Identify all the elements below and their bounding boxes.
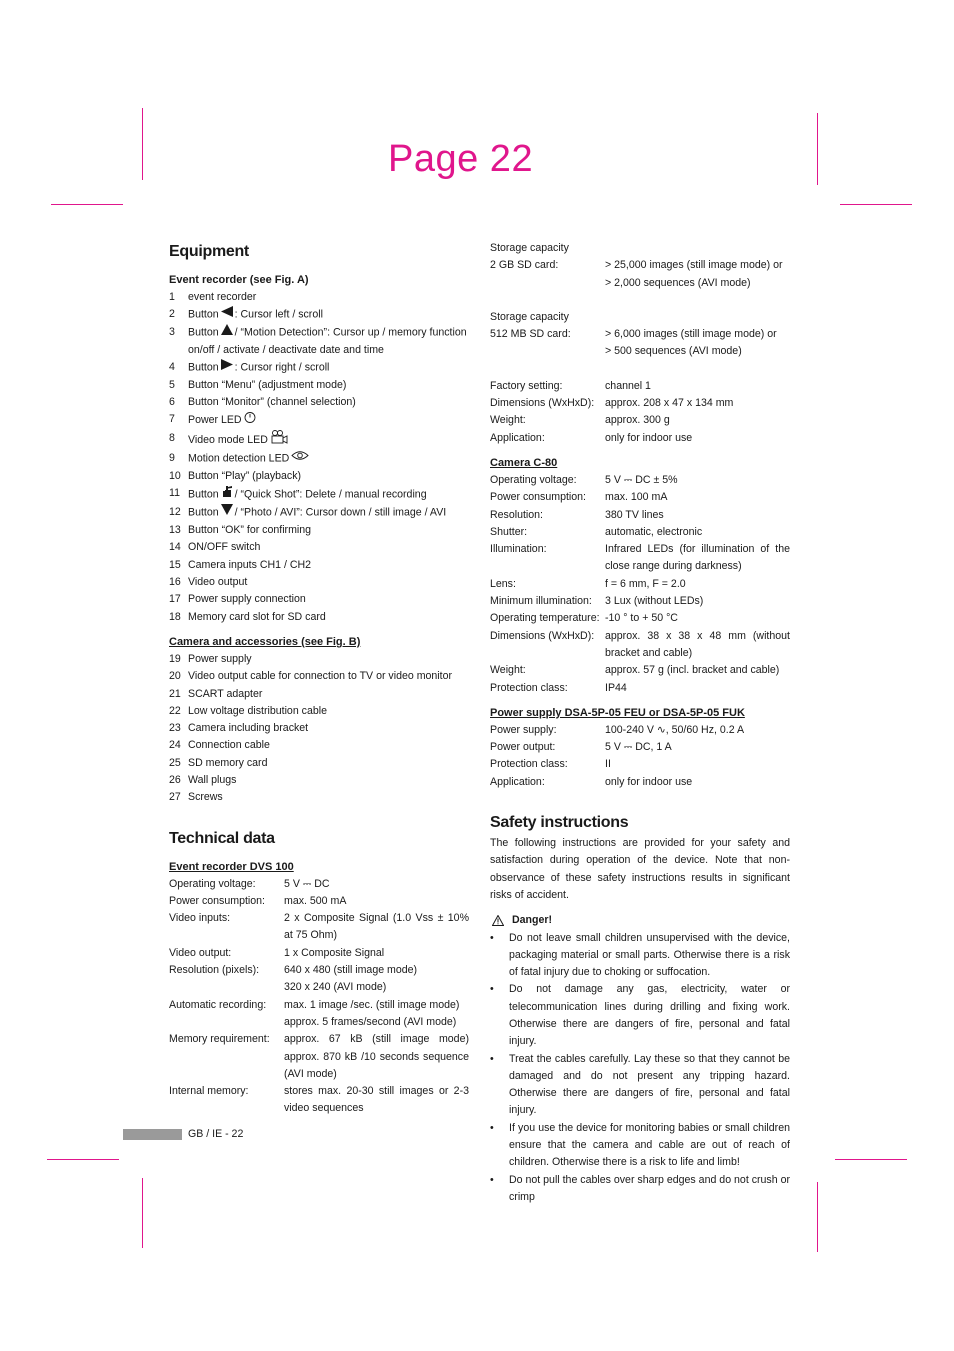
crop-mark bbox=[47, 1159, 119, 1160]
spec-label: Illumination: bbox=[490, 543, 547, 556]
item-text: Button bbox=[188, 488, 219, 501]
crop-mark bbox=[142, 108, 143, 180]
spec-label: Protection class: bbox=[490, 758, 568, 771]
item-text: Video mode LED bbox=[188, 433, 268, 446]
warning-icon bbox=[492, 915, 504, 926]
list-item bbox=[169, 772, 469, 789]
item-number: 8 bbox=[169, 431, 175, 444]
spec-value-line: 1 x Composite Signal bbox=[284, 946, 385, 959]
spec-value bbox=[605, 739, 790, 756]
spec-label: Lens: bbox=[490, 577, 516, 590]
item-text: Power supply bbox=[188, 652, 252, 665]
item-text: Screws bbox=[188, 791, 223, 804]
spec-label: Dimensions (WxHxD): bbox=[490, 629, 595, 642]
storage-block bbox=[490, 309, 790, 361]
spec-value bbox=[605, 610, 790, 627]
spec-value bbox=[284, 945, 469, 962]
spec-value-line: > 25,000 images (still image mode) or bbox=[605, 259, 783, 272]
spec-value-line: approx. 57 g (incl. bracket and cable) bbox=[605, 664, 780, 677]
list-item bbox=[169, 651, 469, 668]
safety-intro: The following instructions are provided for your safety and satisfaction during operation of the device. Note that non-observance of these safety instructions results in significant risks of accident. bbox=[490, 837, 790, 901]
bullet-item: • Do not leave small children unsupervised with the device, packaging material or small parts. Otherwise there is a risk of fatal injury due to choking or suffocation. bbox=[490, 930, 790, 982]
spec-label: Minimum illumination: bbox=[490, 595, 592, 608]
spec-row bbox=[490, 257, 790, 292]
spec-row bbox=[490, 739, 790, 756]
spec-label: Weight: bbox=[490, 414, 526, 427]
item-number: 11 bbox=[169, 487, 180, 500]
spec-label: Application: bbox=[490, 431, 545, 444]
spec-label: 512 MB SD card: bbox=[490, 328, 571, 341]
item-text: Camera including bracket bbox=[188, 722, 309, 735]
spec-row bbox=[169, 945, 469, 962]
item-number: 9 bbox=[169, 452, 175, 465]
item-text: Button “Play” (playback) bbox=[188, 469, 302, 482]
spec-value bbox=[605, 507, 790, 524]
spec-label: Dimensions (WxHxD): bbox=[490, 397, 595, 410]
spec-row bbox=[169, 1083, 469, 1118]
item-text: SCART adapter bbox=[188, 687, 263, 700]
spec-value-line: max. 500 mA bbox=[284, 894, 347, 907]
spec-row bbox=[490, 395, 790, 412]
spec-value bbox=[284, 910, 469, 945]
list-item bbox=[169, 591, 469, 608]
item-text: / “Quick Shot”: Delete / manual recording bbox=[234, 488, 427, 501]
spec-row bbox=[490, 593, 790, 610]
item-number: 23 bbox=[169, 722, 181, 735]
crop-mark bbox=[817, 1182, 818, 1252]
item-text: Connection cable bbox=[188, 739, 270, 752]
spec-label: Power supply: bbox=[490, 723, 557, 736]
arrow-right-icon bbox=[221, 359, 233, 376]
safety-heading: Safety instructions bbox=[490, 814, 629, 832]
bullet-item: • Do not damage any gas, electricity, water or telecommunication lines during drilling and fixing work. Otherwise there are dangers of fire, personal and fatal injury. bbox=[490, 981, 790, 1050]
item-number: 27 bbox=[169, 791, 181, 804]
spec-value bbox=[605, 722, 790, 739]
item-number: 20 bbox=[169, 670, 181, 683]
item-text: / “Photo / AVI”: Cursor down / still image / AVI bbox=[234, 506, 447, 519]
list-item bbox=[169, 703, 469, 720]
hand-icon bbox=[221, 485, 233, 504]
danger-label bbox=[490, 912, 790, 929]
item-number: 12 bbox=[169, 506, 181, 519]
item-text: Button bbox=[188, 308, 219, 321]
bullet-item: • Treat the cables carefully. Lay these so that they cannot be damaged and do not present any tripping hazard. Otherwise there are dangers of fire, personal and fatal injury. bbox=[490, 1051, 790, 1120]
event-recorder-heading: Event recorder (see Fig. A) bbox=[169, 274, 309, 286]
spec-value-line: Infrared LEDs (for illumination of the close range during darkness) bbox=[605, 543, 790, 573]
spec-label: Power consumption: bbox=[490, 491, 586, 504]
item-text: Power LED bbox=[188, 414, 242, 427]
item-text: Video output cable for connection to TV or video monitor bbox=[188, 670, 453, 683]
spec-value bbox=[605, 412, 790, 429]
technical-data-heading: Technical data bbox=[169, 829, 275, 847]
spec-value bbox=[284, 1083, 469, 1118]
arrow-up-icon bbox=[221, 324, 233, 341]
spec-row bbox=[490, 576, 790, 593]
spec-value bbox=[605, 430, 790, 447]
spec-label: Resolution: bbox=[490, 508, 543, 521]
spec-value-line: 320 x 240 (AVI mode) bbox=[284, 981, 387, 994]
item-text: Button bbox=[188, 361, 219, 374]
spec-value-line: > 500 sequences (AVI mode) bbox=[605, 345, 742, 358]
item-number: 18 bbox=[169, 610, 181, 623]
spec-value-line: 5 V ⎓ DC bbox=[284, 877, 330, 890]
spec-value-line: 100-240 V ∿, 50/60 Hz, 0.2 A bbox=[605, 723, 745, 736]
spec-value bbox=[605, 628, 790, 663]
list-item bbox=[169, 686, 469, 703]
spec-value-line: channel 1 bbox=[605, 379, 651, 392]
spec-row bbox=[490, 489, 790, 506]
footer-bar bbox=[123, 1129, 182, 1140]
left-column bbox=[169, 240, 469, 1118]
list-item bbox=[169, 668, 469, 685]
spec-value bbox=[605, 257, 790, 292]
spec-label: Weight: bbox=[490, 664, 526, 677]
item-text: Button “Menu” (adjustment mode) bbox=[188, 378, 347, 391]
dvs-spec-table bbox=[169, 876, 469, 1118]
spec-label: Video inputs: bbox=[169, 912, 231, 925]
spec-value-line: only for indoor use bbox=[605, 775, 693, 788]
item-text: / “Motion Detection”: Cursor up / memory function on/off / activate / deactivate date and time bbox=[188, 326, 467, 356]
spec-row bbox=[490, 680, 790, 697]
spec-value-line: 3 Lux (without LEDs) bbox=[605, 595, 704, 608]
list-item bbox=[169, 359, 469, 377]
misc-spec-table bbox=[490, 378, 790, 447]
spec-label: Operating temperature: bbox=[490, 612, 600, 625]
spec-label: Video output: bbox=[169, 946, 232, 959]
crop-mark bbox=[51, 204, 123, 205]
list-item bbox=[169, 485, 469, 504]
spec-value-line: approx. 300 g bbox=[605, 414, 670, 427]
spec-row bbox=[490, 524, 790, 541]
spec-label: Application: bbox=[490, 775, 545, 788]
power-icon bbox=[244, 411, 256, 429]
item-number: 2 bbox=[169, 308, 175, 321]
item-text: : Cursor right / scroll bbox=[234, 361, 330, 374]
spec-label: Power output: bbox=[490, 741, 556, 754]
spec-value-line: > 6,000 images (still image mode) or bbox=[605, 328, 777, 341]
spec-row bbox=[490, 326, 790, 361]
item-number: 4 bbox=[169, 361, 175, 374]
spec-row bbox=[490, 430, 790, 447]
list-item bbox=[169, 324, 469, 359]
spec-value-line: automatic, electronic bbox=[605, 525, 703, 538]
spec-label: Memory requirement: bbox=[169, 1033, 270, 1046]
spec-label: Resolution (pixels): bbox=[169, 964, 260, 977]
spec-label: Shutter: bbox=[490, 525, 528, 538]
item-number: 13 bbox=[169, 524, 181, 537]
spec-value bbox=[284, 1031, 469, 1083]
spec-row bbox=[490, 662, 790, 679]
spec-row bbox=[490, 756, 790, 773]
spec-row bbox=[490, 507, 790, 524]
equipment-heading: Equipment bbox=[169, 243, 249, 260]
psu-heading: Power supply DSA-5P-05 FEU or DSA-5P-05 FUK bbox=[490, 706, 745, 719]
spec-row bbox=[169, 1031, 469, 1083]
spec-value bbox=[605, 378, 790, 395]
item-number: 10 bbox=[169, 469, 181, 482]
spec-row bbox=[169, 910, 469, 945]
spec-value-line: > 2,000 sequences (AVI mode) bbox=[605, 276, 751, 289]
item-text: Low voltage distribution cable bbox=[188, 704, 327, 717]
list-item bbox=[169, 522, 469, 539]
spec-value-line: 640 x 480 (still image mode) bbox=[284, 964, 418, 977]
item-number: 25 bbox=[169, 756, 181, 769]
spec-value-line: max. 100 mA bbox=[605, 491, 668, 504]
item-text: Button “OK” for confirming bbox=[188, 524, 312, 537]
list-item bbox=[169, 789, 469, 806]
spec-value-line: IP44 bbox=[605, 681, 627, 694]
list-item bbox=[169, 720, 469, 737]
spec-label: 2 GB SD card: bbox=[490, 259, 559, 272]
spec-label: Operating voltage: bbox=[490, 473, 577, 486]
list-item bbox=[169, 504, 469, 522]
item-text: Video output bbox=[188, 576, 248, 589]
item-text: event recorder bbox=[188, 291, 257, 303]
crop-mark bbox=[142, 1178, 143, 1248]
spec-label: Power consumption: bbox=[169, 894, 265, 907]
list-item bbox=[169, 609, 469, 626]
spec-row bbox=[169, 876, 469, 893]
spec-value-line: approx. 5 frames/second (AVI mode) bbox=[284, 1015, 457, 1028]
spec-value bbox=[605, 756, 790, 773]
item-number: 26 bbox=[169, 773, 181, 786]
danger-text: Danger! bbox=[512, 914, 553, 927]
spec-row bbox=[169, 893, 469, 910]
item-number: 3 bbox=[169, 326, 175, 339]
item-number: 1 bbox=[169, 291, 175, 303]
item-number: 14 bbox=[169, 541, 181, 554]
list-item bbox=[169, 755, 469, 772]
spec-value-line: 5 V ⎓ DC ± 5% bbox=[605, 473, 678, 486]
crop-mark bbox=[840, 204, 912, 205]
list-item bbox=[169, 557, 469, 574]
item-number: 6 bbox=[169, 396, 175, 409]
list-item bbox=[169, 737, 469, 754]
page-footer bbox=[123, 1128, 243, 1140]
spec-value bbox=[605, 774, 790, 791]
spec-value bbox=[284, 962, 469, 997]
list-item bbox=[169, 430, 469, 450]
spec-value-line: approx. 208 x 47 x 134 mm bbox=[605, 397, 734, 410]
list-item bbox=[169, 289, 469, 306]
list-item bbox=[169, 539, 469, 556]
spec-value bbox=[605, 326, 790, 361]
item-number: 7 bbox=[169, 413, 175, 426]
spec-label: Factory setting: bbox=[490, 379, 563, 392]
spec-row bbox=[490, 472, 790, 489]
spec-label: Operating voltage: bbox=[169, 877, 256, 890]
video-camera-icon bbox=[270, 430, 288, 450]
spec-label: Internal memory: bbox=[169, 1085, 249, 1098]
spec-value-line: only for indoor use bbox=[605, 431, 693, 444]
dvs-heading: Event recorder DVS 100 bbox=[169, 860, 294, 873]
item-text: Wall plugs bbox=[188, 773, 237, 786]
item-number: 17 bbox=[169, 593, 181, 606]
spec-value bbox=[605, 593, 790, 610]
spec-value-line: approx. 67 kB (still image mode) approx. 870 kB /10 seconds sequence (AVI mode) bbox=[284, 1033, 469, 1080]
storage-block bbox=[490, 240, 790, 292]
spec-row bbox=[490, 412, 790, 429]
list-item bbox=[169, 306, 469, 324]
spec-value bbox=[605, 541, 790, 576]
spec-row bbox=[490, 378, 790, 395]
list-item bbox=[169, 411, 469, 429]
crop-mark bbox=[835, 1159, 907, 1160]
spec-value-line: max. 1 image /sec. (still image mode) bbox=[284, 998, 460, 1011]
spec-value-line: f = 6 mm, F = 2.0 bbox=[605, 577, 686, 590]
spec-row bbox=[169, 997, 469, 1032]
spec-row bbox=[490, 774, 790, 791]
spec-value bbox=[284, 893, 469, 910]
item-number: 24 bbox=[169, 739, 181, 752]
item-text: Button bbox=[188, 326, 219, 339]
spec-value bbox=[284, 876, 469, 893]
spec-row bbox=[490, 541, 790, 576]
item-text: Camera inputs CH1 / CH2 bbox=[188, 558, 312, 571]
spec-row bbox=[490, 722, 790, 739]
list-item bbox=[169, 450, 469, 468]
item-text: ON/OFF switch bbox=[188, 541, 261, 554]
spec-row bbox=[490, 610, 790, 627]
camera-spec-table bbox=[490, 472, 790, 697]
spec-value bbox=[605, 662, 790, 679]
item-number: 19 bbox=[169, 652, 181, 665]
psu-spec-table bbox=[490, 722, 790, 791]
crop-mark bbox=[817, 113, 818, 185]
spec-value bbox=[284, 997, 469, 1032]
spec-row bbox=[490, 628, 790, 663]
eye-icon bbox=[291, 450, 309, 467]
camera-c80-heading: Camera C-80 bbox=[490, 456, 558, 469]
spec-value-line: 2 x Composite Signal (1.0 Vss ± 10% at 75 Ohm) bbox=[284, 912, 469, 942]
spec-value bbox=[605, 524, 790, 541]
spec-value bbox=[605, 680, 790, 697]
spec-label: Storage capacity bbox=[490, 310, 569, 323]
list-item bbox=[169, 394, 469, 411]
spec-value bbox=[605, 576, 790, 593]
spec-label: Protection class: bbox=[490, 681, 568, 694]
spec-value bbox=[605, 395, 790, 412]
right-column bbox=[490, 240, 790, 1206]
page-title: Page 22 bbox=[388, 138, 534, 180]
item-number: 16 bbox=[169, 576, 181, 589]
spec-label: Automatic recording: bbox=[169, 998, 267, 1011]
item-number: 15 bbox=[169, 558, 181, 571]
equipment-list bbox=[169, 289, 469, 626]
item-text: Button “Monitor” (channel selection) bbox=[188, 396, 356, 409]
arrow-left-icon bbox=[221, 306, 233, 323]
item-text: Power supply connection bbox=[188, 593, 306, 606]
item-text: SD memory card bbox=[188, 756, 268, 769]
camera-accessories-heading: Camera and accessories (see Fig. B) bbox=[169, 635, 361, 648]
item-text: : Cursor left / scroll bbox=[234, 308, 323, 321]
camera-accessories-list bbox=[169, 651, 469, 807]
spec-row bbox=[169, 962, 469, 997]
item-text: Button bbox=[188, 506, 219, 519]
bullet-item: • Do not pull the cables over sharp edges and do not crush or crimp bbox=[490, 1172, 790, 1207]
list-item bbox=[169, 468, 469, 485]
safety-list bbox=[490, 930, 790, 1207]
spec-value-line: -10 ° to + 50 °C bbox=[605, 612, 678, 625]
arrow-down-icon bbox=[221, 504, 233, 521]
item-text: Motion detection LED bbox=[188, 452, 290, 465]
item-number: 22 bbox=[169, 704, 181, 717]
footer-text: GB / IE - 22 bbox=[188, 1128, 244, 1140]
spec-value-line: II bbox=[605, 758, 611, 771]
spec-value-line: 5 V ⎓ DC, 1 A bbox=[605, 741, 672, 754]
spec-value-line: 380 TV lines bbox=[605, 508, 664, 521]
spec-value-line: stores max. 20-30 still images or 2-3 video sequences bbox=[284, 1085, 469, 1115]
bullet-item: • If you use the device for monitoring babies or small children ensure that the camera and cable are out of reach of children. Otherwise there is a risk to life and limb! bbox=[490, 1120, 790, 1172]
item-number: 5 bbox=[169, 378, 175, 391]
spec-value-line: approx. 38 x 38 x 48 mm (without bracket and cable) bbox=[605, 629, 790, 659]
list-item bbox=[169, 377, 469, 394]
item-number: 21 bbox=[169, 687, 181, 700]
spec-value bbox=[605, 472, 790, 489]
spec-label: Storage capacity bbox=[490, 242, 569, 254]
storage-spec-table bbox=[490, 240, 790, 361]
spec-value bbox=[605, 489, 790, 506]
list-item bbox=[169, 574, 469, 591]
item-text: Memory card slot for SD card bbox=[188, 610, 326, 623]
